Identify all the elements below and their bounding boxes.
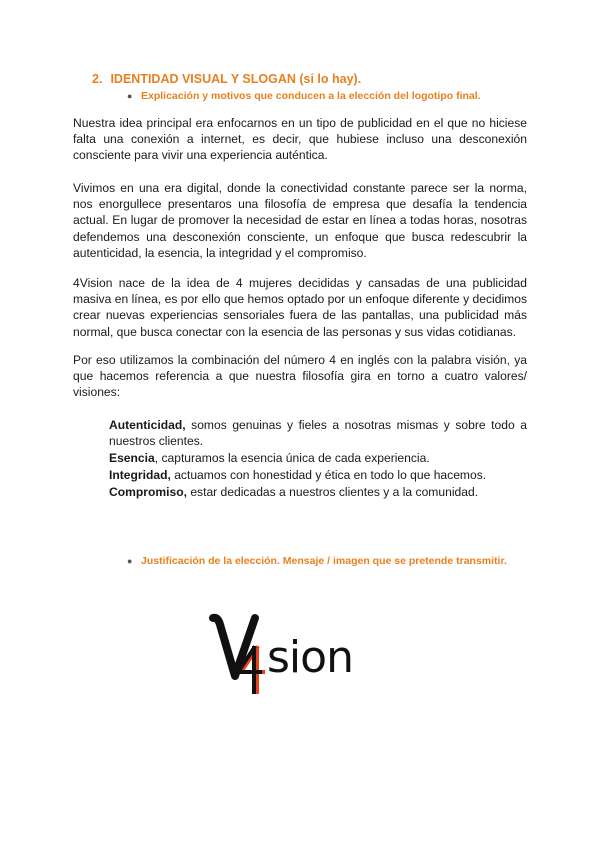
logo-image <box>205 608 405 698</box>
value-text: somos genuinas y fieles a nosotras mismas y sobre todo a nuestros clientes. <box>109 418 527 448</box>
value-term: Autenticidad, <box>109 418 186 432</box>
justification-bullet <box>127 554 527 568</box>
value-item <box>109 450 527 466</box>
value-item <box>109 467 527 483</box>
brand-logo <box>205 608 405 698</box>
svg-text:sion: sion <box>267 632 353 683</box>
values-list <box>109 417 527 501</box>
value-text: actuamos con honestidad y ética en todo lo que hacemos. <box>170 468 487 482</box>
value-text: , capturamos la esencia única de cada experiencia. <box>154 451 430 465</box>
bullet-dot-icon: ● <box>127 91 133 101</box>
explanation-bullet <box>127 89 527 103</box>
section-number: 2. <box>92 72 103 86</box>
bullet-dot-icon: ● <box>127 556 133 566</box>
justification-bullet-text: Justificación de la elección. Mensaje / imagen que se pretende transmitir. <box>141 555 507 567</box>
value-text: estar dedicadas a nuestros clientes y a la comunidad. <box>186 485 479 499</box>
paragraph: Vivimos en una era digital, donde la conectividad constante parece ser la norma, nos enorgullece presentaros una filosofía de empresa que desafía la tendencia actual. En lugar de promover la necesidad de estar en línea a todas horas, nosotras defendemos una desconexión consciente, un enfoque que busca redescubrir la autenticidad, la esencia, la integridad y el compromiso. <box>73 181 527 260</box>
paragraph: 4Vision nace de la idea de 4 mujeres decididas y cansadas de una publicidad masiva en línea, es por ello que hemos optado por un enfoque diferente y decidimos crear nuevas experiencias sensoriales fuera de las pantallas, una publicidad más normal, que busca conectar con la esencia de las personas y sus vidas cotidianas. <box>73 276 527 339</box>
value-item <box>109 417 527 449</box>
value-term: Compromiso, <box>109 485 187 499</box>
paragraph: Nuestra idea principal era enfocarnos en un tipo de publicidad en el que no hiciese falta una conexión a internet, es decir, que hubiese incluso una desconexión consciente para vivir una experiencia auténtica. <box>73 116 527 163</box>
paragraph: Por eso utilizamos la combinación del número 4 en inglés con la palabra visión, ya que hacemos referencia a que nuestra filosofía gira en torno a cuatro valores/ visiones: <box>73 353 527 400</box>
section-heading <box>92 72 361 86</box>
section-title: IDENTIDAD VISUAL Y SLOGAN (si lo hay). <box>110 72 362 86</box>
value-item <box>109 484 527 500</box>
explanation-bullet-text: Explicación y motivos que conducen a la elección del logotipo final. <box>141 90 481 102</box>
value-term: Integridad, <box>109 468 171 482</box>
value-term: Esencia <box>109 451 155 465</box>
